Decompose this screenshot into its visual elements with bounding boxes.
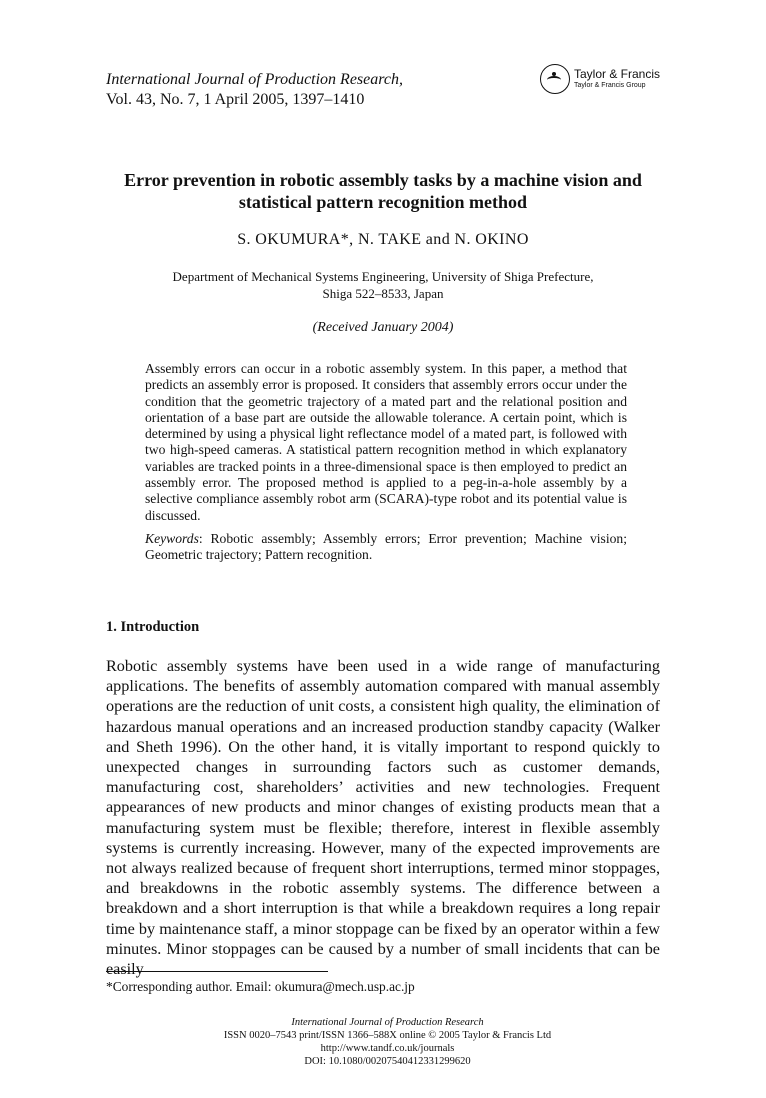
section-body: Robotic assembly systems have been used in a wide range of manufacturing applications. The benefits of assembly automation compared with manual assembly operations are the reduction of unit costs, a consistent high quality, the elimination of hazardous manual operations and an increased production standby capacity (Walker and Sheth 1996). On the other hand, it is vitally important to respond quickly to unexpected changes in surrounding factors such as customer demands, manufacturing cost, shareholders’ activities and new technologies. Frequent appearances of new products and minor changes of existing products mean that a manufacturing system must be flexible; therefore, interest in flexible assembly systems is currently increasing. However, many of the expected improvements are not always realized because of frequent short interruptions, termed minor stoppages, and breakdowns in the robotic assembly systems. The difference between a breakdown and a short interruption is that while a breakdown requires a long repair time by maintenance staff, a minor stoppage can be fixed by an operator within a few minutes. Minor stoppages can be caused by a number of small incidents that can be easily	[106, 657, 660, 979]
taylor-francis-icon	[540, 64, 570, 94]
keywords-text: : Robotic assembly; Assembly errors; Error prevention; Machine vision; Geometric trajectory; Pattern recognition.	[145, 531, 627, 563]
page-footer	[200, 1016, 575, 1068]
affiliation-line-2: Shiga 522–8533, Japan	[322, 286, 444, 301]
title-line-2: statistical pattern recognition method	[238, 192, 528, 212]
footnote: *Corresponding author. Email: okumura@mech.usp.ac.jp	[106, 979, 415, 994]
authors: S. OKUMURA*, N. TAKE and N. OKINO	[237, 231, 529, 248]
keywords	[145, 531, 627, 564]
publisher-name: Taylor & Francis	[574, 67, 661, 81]
journal-name: International Journal of Production Research,	[106, 71, 403, 88]
publisher-group: Taylor & Francis Group	[574, 82, 646, 89]
footer-issn: ISSN 0020–7543 print/ISSN 1366–588X online © 2005 Taylor & Francis Ltd	[223, 1030, 552, 1041]
footer-url[interactable]: http://www.tandf.co.uk/journals	[320, 1043, 455, 1054]
journal-info	[106, 70, 403, 110]
received-date: (Received January 2004)	[312, 320, 454, 335]
affiliation	[110, 268, 656, 302]
publisher-logo	[540, 64, 660, 94]
title-line-1: Error prevention in robotic assembly tasks by a machine vision and	[124, 170, 642, 190]
footer-doi: DOI: 10.1080/00207540412331299620	[304, 1056, 471, 1067]
keywords-label: Keywords	[145, 531, 199, 546]
article-title	[110, 169, 656, 213]
affiliation-line-1: Department of Mechanical Systems Engineering, University of Shiga Prefecture,	[172, 269, 594, 284]
footer-journal: International Journal of Production Research	[291, 1017, 484, 1028]
volume-info: Vol. 43, No. 7, 1 April 2005, 1397–1410	[106, 91, 365, 108]
footnote-rule	[106, 971, 328, 972]
section-heading: 1. Introduction	[106, 619, 200, 635]
abstract: Assembly errors can occur in a robotic assembly system. In this paper, a method that predicts an assembly error is proposed. It considers that assembly errors occur under the condition that the geometric trajectory of a mated part and the relational position and orientation of a base part are outside the allowable tolerance. A certain point, which is determined by using a physical light reflectance model of a mated part, is followed with two high-speed cameras. A statistical pattern recognition method in which explanatory variables are tracked points in a three-dimensional space is then employed to predict an assembly error. The proposed method is applied to a peg-in-a-hole assembly by a selective compliance assembly robot arm (SCARA)-type robot and its potential value is discussed.	[145, 361, 627, 523]
